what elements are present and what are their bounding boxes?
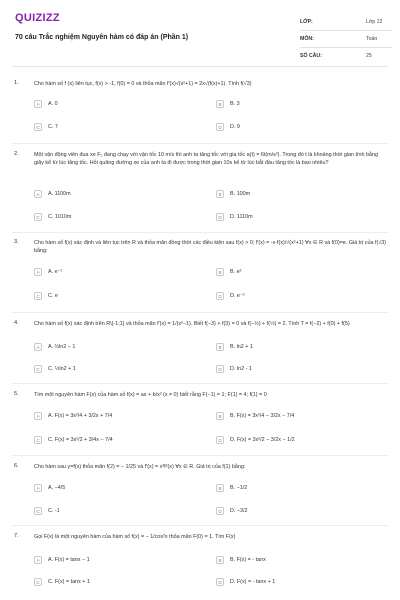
meta-row-count <box>300 48 392 64</box>
option-d[interactable] <box>216 577 366 587</box>
option-text: A. F(x) = tanx − 1 <box>48 557 90 563</box>
option-b[interactable] <box>216 99 366 109</box>
option-text: A. ½ln2 − 1 <box>48 344 76 350</box>
question-divider <box>12 383 388 384</box>
question-text: Cho hàm sau y=f(x) thỏa mãn f(2) = − 1/25 và f'(x) = x³f²(x) ∀x ∈ R. Giá trị của f(1) bằng: <box>34 464 246 470</box>
option-letter-box: D <box>216 365 224 373</box>
question-number: 5. <box>14 391 19 397</box>
option-d[interactable] <box>216 291 366 301</box>
option-letter-box: D <box>216 578 224 586</box>
option-a[interactable] <box>34 342 184 352</box>
option-a[interactable] <box>34 555 184 565</box>
meta-value: Lớp 12 <box>366 19 383 25</box>
option-letter-box: B <box>216 412 224 420</box>
option-letter-box: D <box>216 123 224 131</box>
option-letter-box: C <box>34 292 42 300</box>
option-c[interactable] <box>34 577 184 587</box>
option-letter-box: C <box>34 578 42 586</box>
option-c[interactable] <box>34 291 184 301</box>
option-text: B. 3 <box>230 101 240 107</box>
option-c[interactable] <box>34 122 184 132</box>
option-letter-box: C <box>34 213 42 221</box>
option-letter-box: A <box>34 556 42 564</box>
option-letter-box: C <box>34 436 42 444</box>
question-divider <box>12 525 388 526</box>
option-text: A. 1100m <box>48 191 71 197</box>
option-b[interactable] <box>216 411 366 421</box>
meta-row-class <box>300 14 392 31</box>
option-b[interactable] <box>216 342 366 352</box>
option-text: C. 1010m <box>48 214 72 220</box>
option-letter-box: A <box>34 100 42 108</box>
option-letter-box: A <box>34 484 42 492</box>
option-a[interactable] <box>34 483 184 493</box>
option-a[interactable] <box>34 99 184 109</box>
option-text: C. -1 <box>48 508 60 514</box>
option-c[interactable] <box>34 212 184 222</box>
option-d[interactable] <box>216 364 366 374</box>
question-divider <box>12 143 388 144</box>
meta-row-subject <box>300 31 392 48</box>
worksheet-header <box>0 0 400 60</box>
option-d[interactable] <box>216 122 366 132</box>
option-letter-box: A <box>34 412 42 420</box>
option-text: D. −3/2 <box>230 508 248 514</box>
option-text: A. e⁻¹ <box>48 269 63 275</box>
option-letter-box: A <box>34 268 42 276</box>
option-text: C. ½ln2 + 1 <box>48 366 76 372</box>
question-divider <box>12 312 388 313</box>
option-d[interactable] <box>216 506 366 516</box>
question-number: 3. <box>14 239 19 245</box>
option-text: B. 100m <box>230 191 251 197</box>
option-text: B. F(x) = 3x²/4 − 3/2x − 7/4 <box>230 413 295 419</box>
option-text: A. −4/5 <box>48 485 66 491</box>
meta-label: MÔN: <box>300 36 314 42</box>
question-divider <box>12 455 388 456</box>
option-a[interactable] <box>34 189 184 199</box>
option-letter-box: B <box>216 556 224 564</box>
option-text: B. F(x) = - tanx <box>230 557 266 563</box>
option-letter-box: D <box>216 292 224 300</box>
option-b[interactable] <box>216 267 366 277</box>
option-letter-box: C <box>34 507 42 515</box>
option-text: D. F(x) = - tanx + 1 <box>230 579 276 585</box>
option-b[interactable] <box>216 555 366 565</box>
question-text: Một vận động viên đua xe F₁ đang chạy với vận tốc 10 m/s thì anh ta tăng tốc với gia tốc a(t) = 6t(m/s²). Trong đó t là khoảng thời gian tính bằng giây kể từ lúc tăng tốc. Hỏi quãng đường xe của anh ta đi được trong thời gian 10s kể từ lúc bắt đầu tăng tốc là bao nhiêu? <box>34 152 378 166</box>
question-divider <box>12 232 388 233</box>
option-text: C. e <box>48 293 58 299</box>
option-text: D. ln2 - 1 <box>230 366 252 372</box>
option-letter-box: C <box>34 365 42 373</box>
quizizz-logo: QUIZIZZ <box>15 12 60 24</box>
option-c[interactable] <box>34 364 184 374</box>
option-b[interactable] <box>216 189 366 199</box>
option-a[interactable] <box>34 411 184 421</box>
option-letter-box: D <box>216 213 224 221</box>
option-text: C. F(x) = tanx + 1 <box>48 579 90 585</box>
option-letter-box: C <box>34 123 42 131</box>
worksheet-title: 70 câu Trắc nghiệm Nguyên hàm có đáp án (Phần 1) <box>15 34 189 41</box>
option-text: D. 1110m <box>230 214 253 220</box>
option-text: D. e⁻² <box>230 293 245 299</box>
option-letter-box: D <box>216 436 224 444</box>
option-text: A. 0 <box>48 101 58 107</box>
option-text: A. F(x) = 3x²/4 + 3/2x + 7/4 <box>48 413 113 419</box>
option-text: C. F(x) = 3x²/2 + 3/4x − 7/4 <box>48 437 113 443</box>
question-text: Cho hàm số f (x) liên tục, f(x) > -1, f(0) = 0 và thỏa mãn f'(x)√(x²+1) = 2x√(f(x)+1). Tính f(√3) <box>34 81 252 87</box>
question-number: 4. <box>14 320 19 326</box>
option-letter-box: B <box>216 100 224 108</box>
question-text: Cho hàm số f(x) xác định và liên tục trên R và thỏa mãn đồng thời các điều kiện sau f(x) > 0; f'(x) = -x·f(x)/√(x²+1) ∀x ∈ R và f(0)=e. Giá trị của f(√3) bằng: <box>34 240 387 254</box>
option-text: B. ln2 + 1 <box>230 344 253 350</box>
option-letter-box: B <box>216 484 224 492</box>
meta-label: LỚP: <box>300 19 313 25</box>
option-letter-box: A <box>34 343 42 351</box>
option-letter-box: D <box>216 507 224 515</box>
question-text: Cho hàm số f(x) xác định trên R\{-1;1} và thỏa mãn f'(x) = 1/(x²−1). Biết f(−3) + f(3) = 0 và f(−½) + f(½) = 2. Tính T = f(−2) + f(0) + f(5) <box>34 321 350 327</box>
option-text: D. 9 <box>230 124 240 130</box>
option-d[interactable] <box>216 212 366 222</box>
option-a[interactable] <box>34 267 184 277</box>
question-number: 1. <box>14 80 19 86</box>
option-letter-box: B <box>216 190 224 198</box>
question-text: Gọi F(x) là một nguyên hàm của hàm số f(x) = − 1/cos²x thỏa mãn F(0) = 1. Tìm F(x) <box>34 534 236 540</box>
option-letter-box: B <box>216 343 224 351</box>
meta-value: Toán <box>366 36 378 42</box>
question-number: 7. <box>14 533 19 539</box>
option-b[interactable] <box>216 483 366 493</box>
worksheet-meta <box>300 14 392 64</box>
question-number: 2. <box>14 151 19 157</box>
option-text: C. 7 <box>48 124 58 130</box>
option-letter-box: B <box>216 268 224 276</box>
question-number: 6. <box>14 463 19 469</box>
option-text: B. −1/2 <box>230 485 248 491</box>
question-text: Tìm một nguyên hàm F(x) của hàm số f(x) = ax + b/x² (x ≠ 0) biết rằng F(−1) = 1; F(1) = 4; f(1) = 0 <box>34 392 267 398</box>
meta-value: 25 <box>366 53 372 59</box>
option-c[interactable] <box>34 435 184 445</box>
option-d[interactable] <box>216 435 366 445</box>
option-c[interactable] <box>34 506 184 516</box>
option-text: B. e² <box>230 269 242 275</box>
meta-label: SỐ CÂU: <box>300 53 322 59</box>
header-divider <box>12 66 388 67</box>
option-text: D. F(x) = 3x²/2 − 3/2x − 1/2 <box>230 437 295 443</box>
option-letter-box: A <box>34 190 42 198</box>
